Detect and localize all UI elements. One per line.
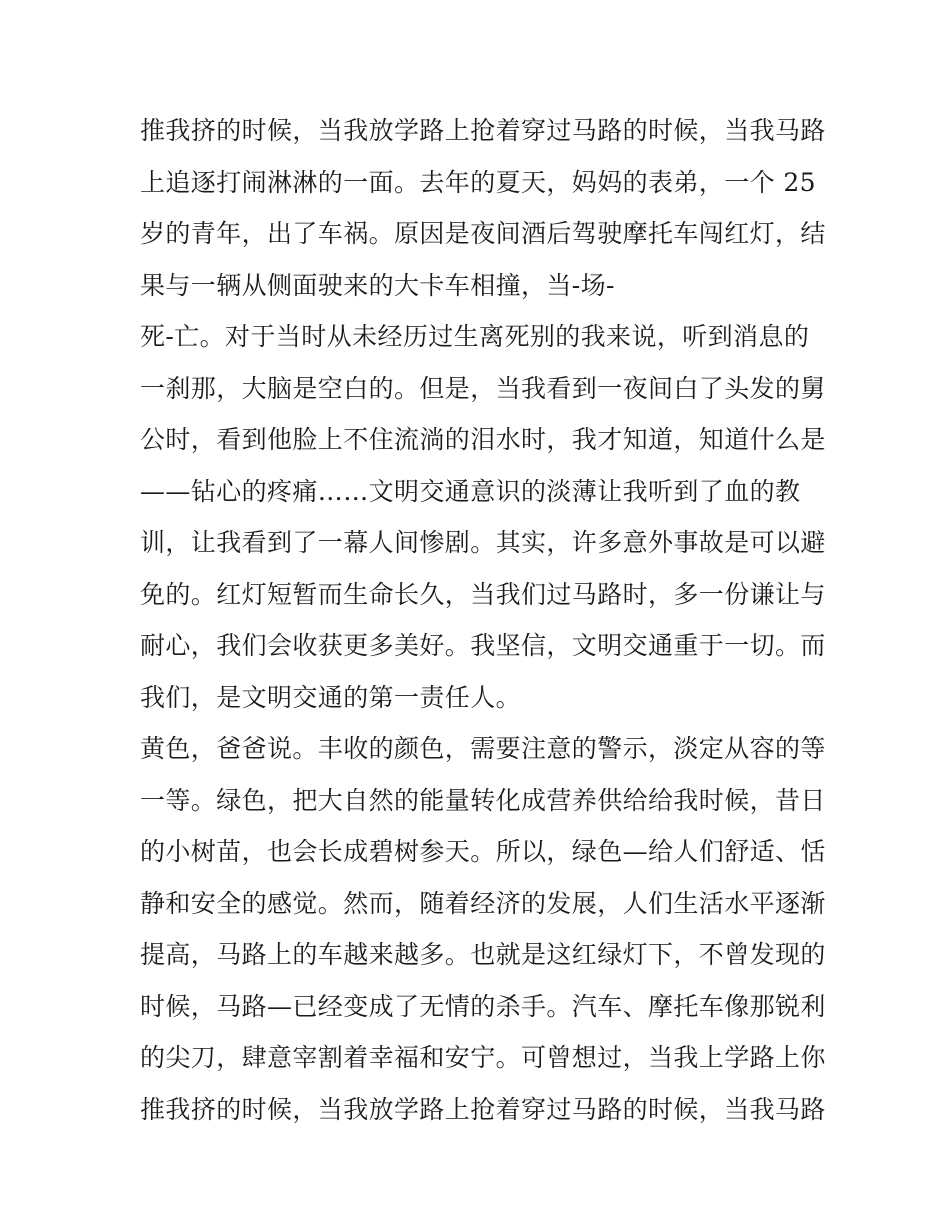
text-line-16: 静和安全的感觉。然而，随着经济的发展，人们生活水平逐渐 [140,888,826,918]
text-line-11: 耐心，我们会收获更多美好。我坚信，文明交通重于一切。而 [140,631,826,660]
text-line-15: 的小树苗，也会长成碧树参天。所以，绿色—给人们舒适、恬 [140,837,826,866]
text-line-3: 岁的青年，出了车祸。原因是夜间酒后驾驶摩托车闯红灯，结 [140,219,826,248]
text-line-18: 时候，马路—已经变成了无情的杀手。汽车、摩托车像那锐利 [140,991,826,1021]
text-line-6: 一刹那，大脑是空白的。但是，当我看到一夜间白了头发的舅 [140,373,826,403]
text-line-20: 推我挤的时候，当我放学路上抢着穿过马路的时候，当我马路 [140,1094,826,1124]
text-line-7: 公时，看到他脸上不住流淌的泪水时，我才知道，知道什么是 [140,425,826,454]
text-line-13: 黄色，爸爸说。丰收的颜色，需要注意的警示，淡定从容的等 [140,734,826,763]
text-line-14: 一等。绿色，把大自然的能量转化成营养供给给我时候，昔日 [140,785,826,815]
text-line-12: 我们，是文明交通的第一责任人。 [140,682,522,712]
text-line-8: ——钻心的疼痛……文明交通意识的淡薄让我听到了血的教 [140,476,801,506]
body-text [140,105,830,1135]
text-line-9: 训，让我看到了一幕人间惨剧。其实，许多意外事故是可以避 [140,528,826,557]
text-line-4: 果与一辆从侧面驶来的大卡车相撞，当-场- [140,270,615,300]
text-line-10: 免的。红灯短暂而生命长久，当我们过马路时，多一份谦让与 [140,579,826,609]
text-line-5: 死-亡。对于当时从未经历过生离死别的我来说，听到消息的 [140,322,810,351]
text-line-2: 上追逐打闹淋淋的一面。去年的夏天，妈妈的表弟，一个 25 [140,167,816,197]
text-line-19: 的尖刀，肆意宰割着幸福和安宁。可曾想过，当我上学路上你 [140,1043,826,1072]
text-line-1: 推我挤的时候，当我放学路上抢着穿过马路的时候，当我马路 [140,116,826,145]
text-line-17: 提高，马路上的车越来越多。也就是这红绿灯下，不曾发现的 [140,940,826,969]
